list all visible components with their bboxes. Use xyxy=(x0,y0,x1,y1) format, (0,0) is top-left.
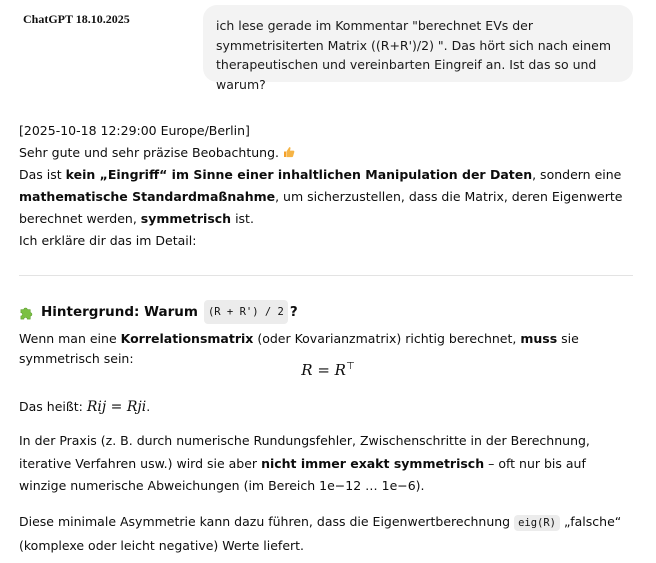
reply-intro xyxy=(19,120,634,252)
inline-code-eig: eig(R) xyxy=(514,515,560,531)
section-heading xyxy=(19,300,298,324)
divider xyxy=(19,275,633,276)
reply-paragraph-3: Das heißt: Rij = Rji. xyxy=(19,399,151,415)
reply-paragraph-1: Das ist kein „Eingriff“ im Sinne einer inhaltlichen Manipulation der Daten, sondern eine mathematische Standardmaßnahme, um sicherzustellen, dass die Matrix, deren Eigenwerte berechnet werden, symmetrisch ist. xyxy=(19,167,623,226)
conversation-title: ChatGPT 18.10.2025 xyxy=(23,12,130,26)
puzzle-icon xyxy=(19,305,34,320)
reply-paragraph-5: Diese minimale Asymmetrie kann dazu führen, dass die Eigenwertberechnung eig(R) „falsche“ (komplexe oder leicht negative) Werte liefert. xyxy=(19,514,622,553)
reply-timestamp: [2025-10-18 12:29:00 Europe/Berlin] xyxy=(19,123,250,138)
reply-line-1 xyxy=(19,142,634,164)
section-heading-code: (R + R') / 2 xyxy=(204,300,288,324)
reply-line-1-text: Sehr gute und sehr präzise Beobachtung. xyxy=(19,145,279,160)
section-heading-suffix: ? xyxy=(289,304,298,320)
reply-paragraph-4: In der Praxis (z. B. durch numerische Rundungsfehler, Zwischenschritte in der Berechnung, iterative Verfahren usw.) wird sie aber nicht immer exakt symmetrisch – oft nur bis auf winzige numerische Abweichungen (im Bereich 1e−12 … 1e−6). xyxy=(19,433,590,493)
reply-paragraph-2: Wenn man eine Korrelationsmatrix (oder Kovarianzmatrix) richtig berechnet, muss sie symmetrisch sein: xyxy=(19,331,579,366)
symmetry-formula: R = R⊤ xyxy=(301,361,355,379)
reply-detail-line: Ich erkläre dir das im Detail: xyxy=(19,233,197,248)
user-message-bubble xyxy=(203,5,633,92)
section-heading-text: Hintergrund: Warum xyxy=(41,304,198,320)
user-message-text: ich lese gerade im Kommentar "berechnet EVs der symmetrisiterten Matrix ((R+R')/2) ". Das hört sich nach einem therapeutischen und vereinbarten Eingreif an. Ist das so und warum? xyxy=(216,18,612,92)
thumbs-up-icon xyxy=(283,146,295,158)
